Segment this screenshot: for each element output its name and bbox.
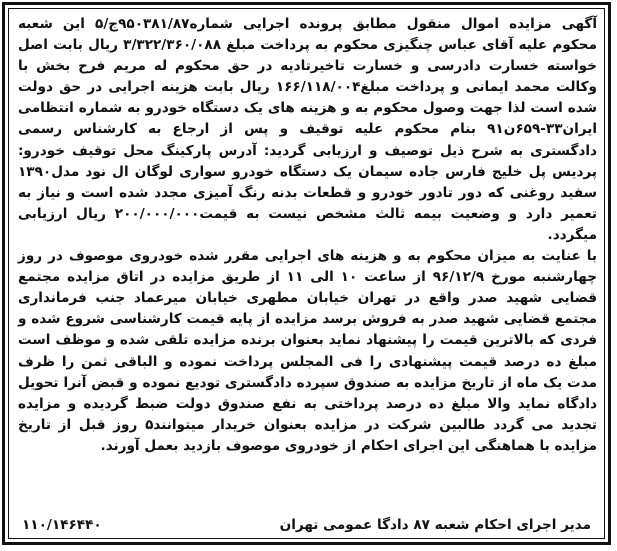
notice-paragraph-2: با عنایت به میزان محکوم به و هزینه های اجرایی مقرر شده خودروی موصوف در روز چهارشنبه مورخ ۹۶/۱۲/۹ از ساعت ۱۰ الی ۱۱ از طریق مزایده در اتاق مزایده مجتمع قضایی شهید صدر واقع در تهران خیابان مطهری خیابان میرعماد جنب فرمانداری مجتمع قضایی شهید صدر به فروش برسد مزایده از پایه قیمت کارشناسی شروع شده و فردی که بالاترین قیمت را پیشنهاد نماید بعنوان برنده مزایده تلقی شده و موظف است مبلغ ده درصد قیمت پیشنهادی را فی المجلس پرداخت نموده و الباقی ثمن را ظرف مدت یک ماه از تاریخ مزایده به صندوق سپرده دادگستری تودیع نموده و قبض آنرا تحویل دادگاه نماید والا مبلغ ده درصد پرداختی به نفع صندوق دولت ضبط گردیده و مزایده تجدید می گردد طالبین شرکت در مزایده بعنوان خریدار میتوانند۵ روز قبل از تاریخ مزایده با هماهنگی این اجرای احکام از خودروی موصوف بازدید بعمل آورند.	[18, 248, 597, 454]
notice-paragraph-1: آگهی مزایده اموال منقول مطابق پرونده اجرایی شماره۹۵۰۳۸۱/۸۷ج/۵ این شعبه محکوم علیه آقای عباس چنگیزی محکوم به پرداخت مبلغ ۳/۳۲۲/۳۶۰/۰۸۸ ریال بابت اصل خواسته خسارت دادرسی و خسارت تاخیرتادیه در حق محکوم له مریم فرح بخش با وکالت محمد ایمانی و پرداخت مبلغ۱۶۶/۱۱۸/۰۰۴ ریال بابت هزینه اجرایی در حق دولت شده است لذا جهت وصول محکوم به و هزینه های یک دستگاه خودرو به شماره انتظامی ایران۳۳-۶۵۹ن۹۱ بنام محکوم علیه توقیف و پس از ارجاع به کارشناس رسمی دادگستری به شرح ذیل توصیف و ارزیابی گردید: آدرس پارکینگ محل توقیف خودرو: پردیس پل خلیج فارس جاده سیمان یک دستگاه خودرو سواری لوگان ال نود مدل۱۳۹۰ سفید روغنی که دور تادور خودرو و قطعات بدنه رنگ آمیزی مجدد شده است و نیاز به تعمیر دارد و وضعیت بیمه ثالث مشخص نیست به قیمت۲۰۰/۰۰۰/۰۰۰ ریال ارزیابی میگردد.	[18, 16, 598, 243]
notice-footer	[22, 517, 591, 533]
case-number: ۱۱۰/۱۴۶۴۴۰	[22, 517, 102, 533]
notice-body	[18, 14, 597, 457]
signature-line: مدیر اجرای احکام شعبه ۸۷ دادگا عمومی تهران	[279, 517, 591, 533]
